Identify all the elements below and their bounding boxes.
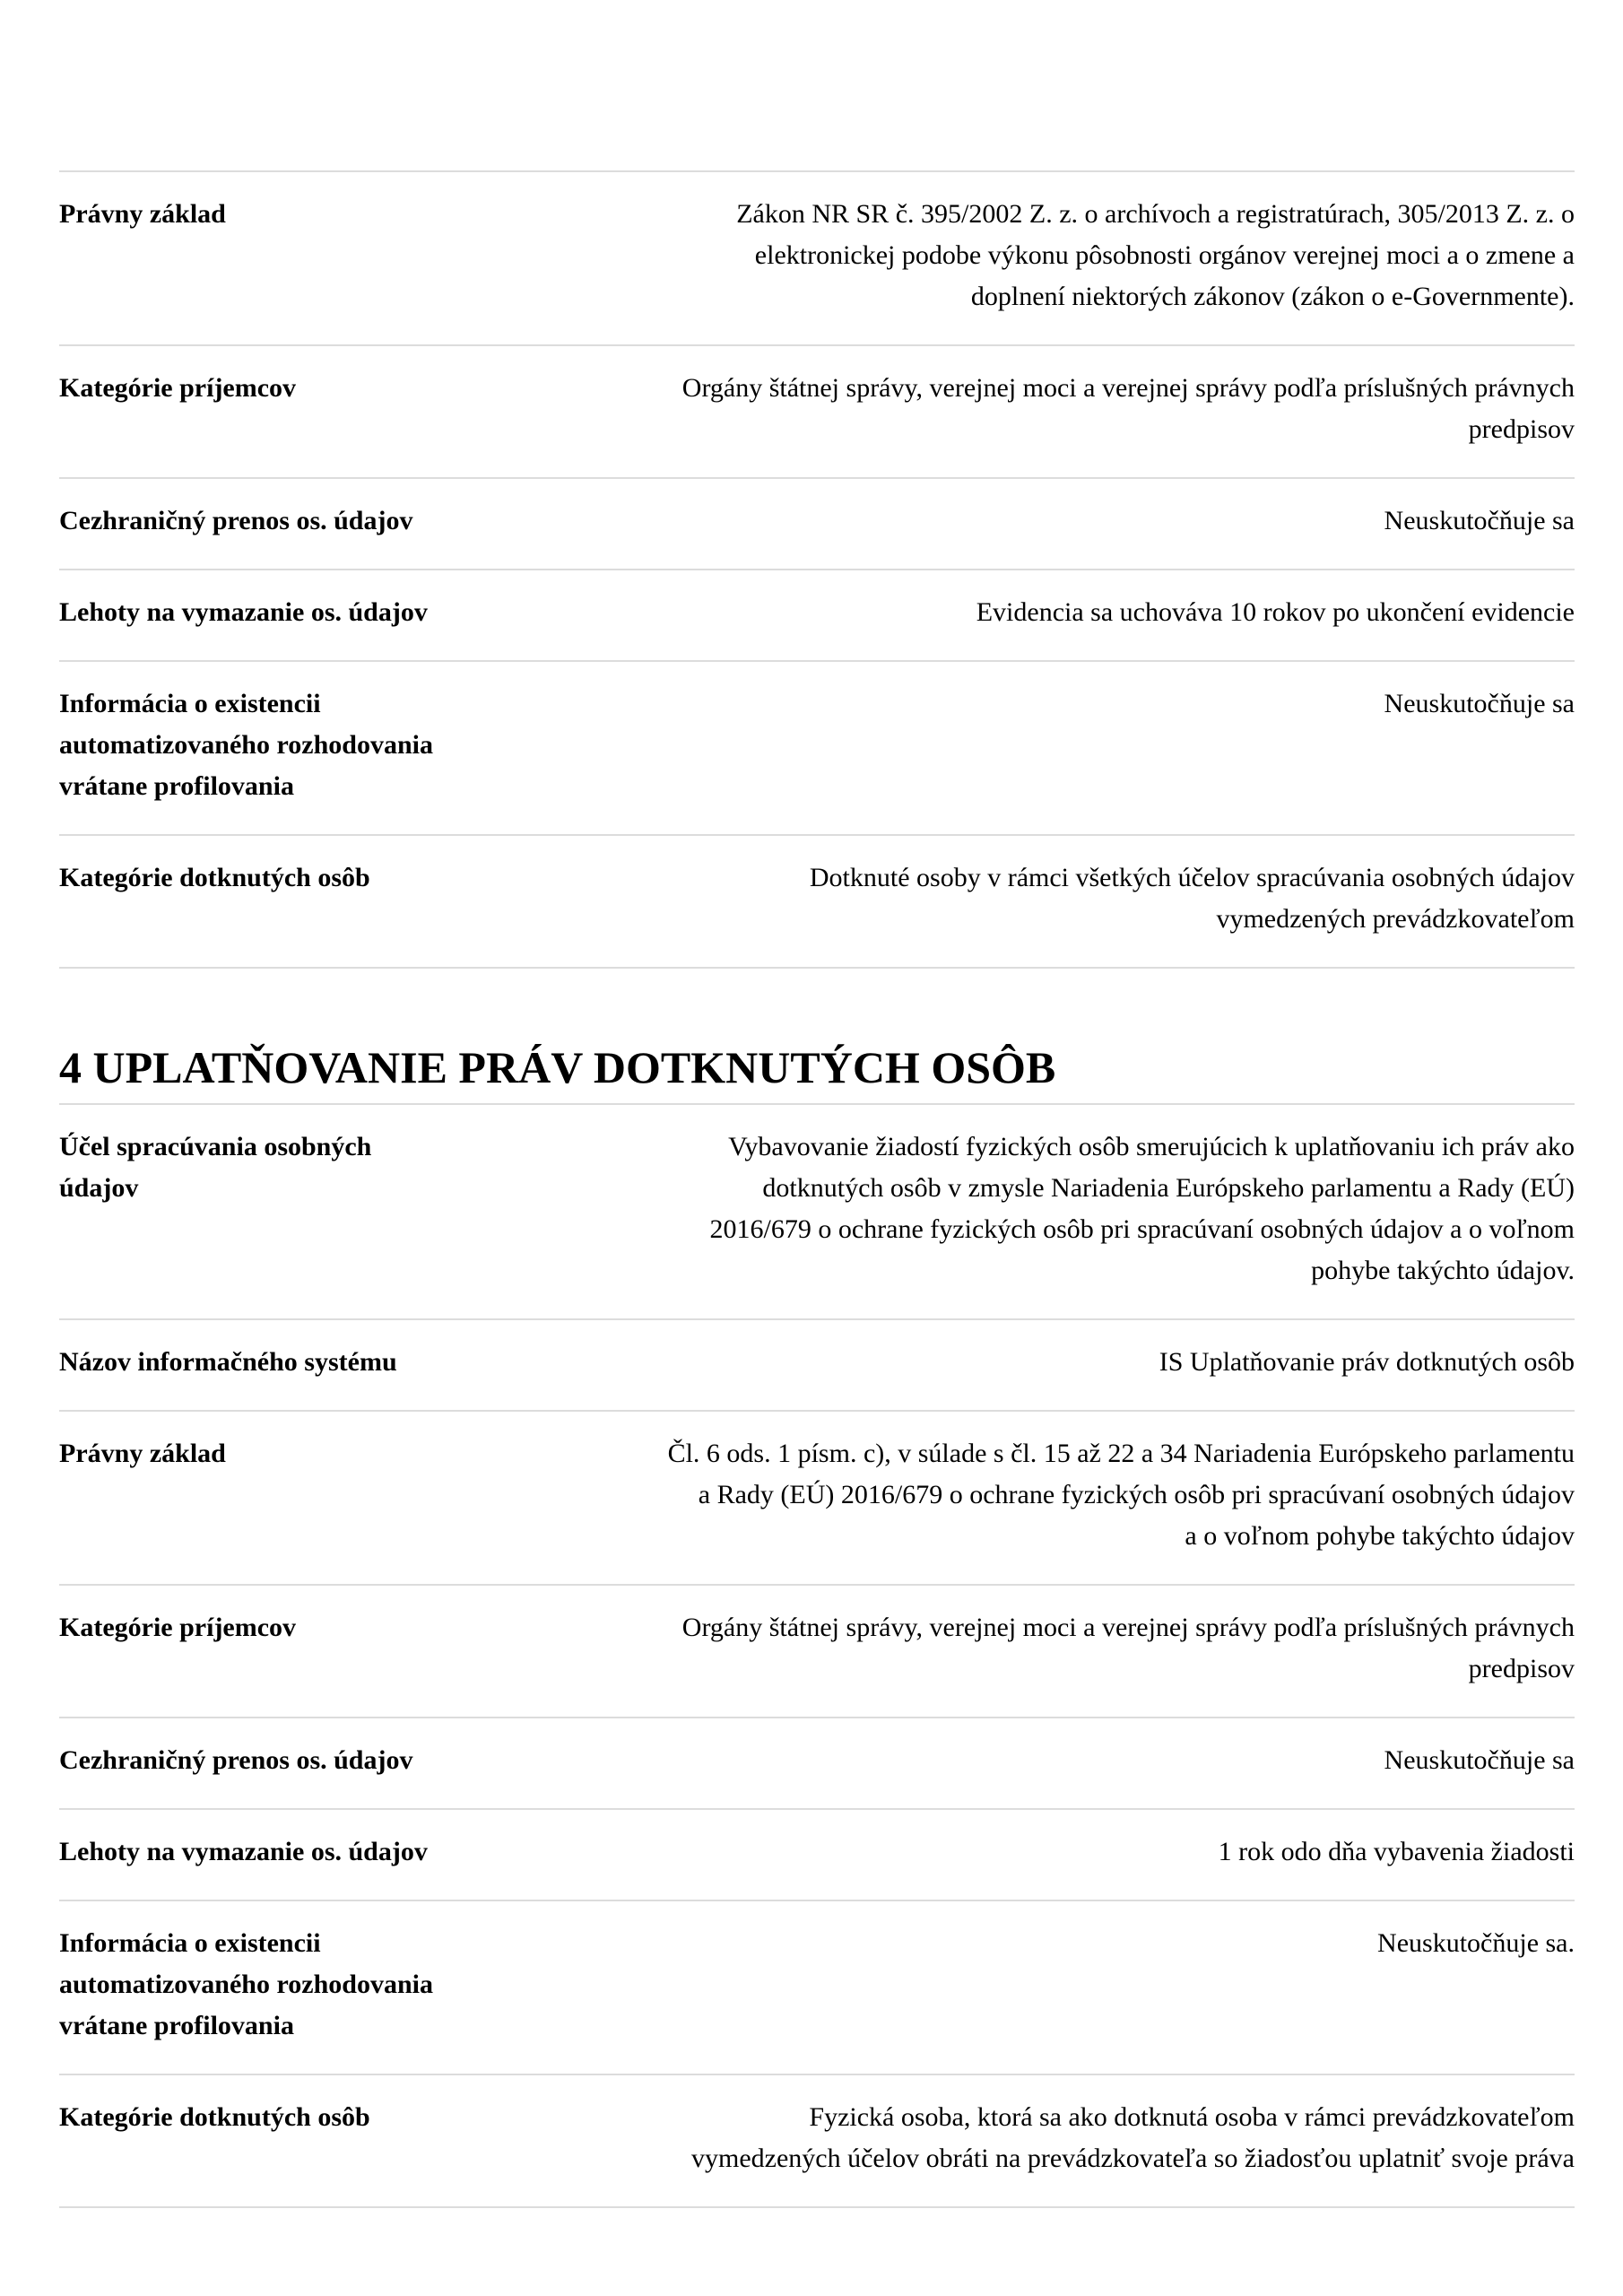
value-line: vymedzených prevádzkovateľom — [1216, 904, 1575, 934]
row-label — [59, 1126, 508, 1209]
value-line: 1 rok odo dňa vybavenia žiadosti — [1218, 1837, 1575, 1866]
value-line: a Rady (EÚ) 2016/679 o ochrane fyzických osôb pri spracúvaní osobných údajov — [698, 1480, 1575, 1509]
row-value — [543, 1433, 1575, 1557]
table-row-cezhranicny-prenos — [59, 477, 1575, 569]
row-label: Právny základ — [59, 199, 226, 229]
row-label: Kategórie dotknutých osôb — [59, 863, 370, 892]
value-line: predpisov — [1468, 414, 1575, 444]
row-value — [543, 683, 1575, 725]
label-line: automatizovaného rozhodovania — [59, 730, 433, 760]
row-label: Kategórie dotknutých osôb — [59, 2102, 370, 2132]
table-row-nazov-is — [59, 1318, 1575, 1410]
table-row-kategorie-dotknutych-osob — [59, 2074, 1575, 2208]
table-row-cezhranicny-prenos — [59, 1717, 1575, 1808]
row-value — [543, 1607, 1575, 1690]
row-label: Názov informačného systému — [59, 1347, 397, 1377]
value-line: Zákon NR SR č. 395/2002 Z. z. o archívoch a registratúrach, 305/2013 Z. z. o — [736, 199, 1575, 229]
label-line: Informácia o existencii — [59, 689, 321, 718]
value-line: Vybavovanie žiadostí fyzických osôb smerujúcich k uplatňovaniu ich práv ako — [728, 1132, 1575, 1161]
row-value — [543, 1831, 1575, 1873]
label-line: vrátane profilovania — [59, 771, 294, 801]
table-row-kategorie-prijemcov — [59, 1584, 1575, 1717]
value-line: dotknutých osôb v zmysle Nariadenia Európskeho parlamentu a Rady (EÚ) — [762, 1173, 1575, 1203]
table-row-lehoty-vymazania — [59, 1808, 1575, 1900]
row-value — [543, 1923, 1575, 1964]
row-label: Cezhraničný prenos os. údajov — [59, 506, 413, 535]
table-row-kategorie-prijemcov — [59, 344, 1575, 477]
row-label: Cezhraničný prenos os. údajov — [59, 1745, 413, 1775]
value-line: Neuskutočňuje sa — [1384, 506, 1575, 535]
row-label: Lehoty na vymazanie os. údajov — [59, 1837, 428, 1866]
value-line: Čl. 6 ods. 1 písm. c), v súlade s čl. 15 až 22 a 34 Nariadenia Európskeho parlamentu — [667, 1439, 1575, 1468]
row-value — [543, 857, 1575, 940]
row-value — [543, 592, 1575, 633]
row-value — [543, 368, 1575, 450]
value-line: pohybe takýchto údajov. — [1311, 1256, 1575, 1285]
row-label — [59, 683, 508, 807]
value-line: predpisov — [1468, 1654, 1575, 1683]
row-label: Kategórie príjemcov — [59, 373, 297, 403]
table-row-ucel-spracuvania — [59, 1103, 1575, 1318]
value-line: vymedzených účelov obráti na prevádzkovateľa so žiadosťou uplatniť svoje práva — [691, 2144, 1575, 2173]
section1-table — [59, 170, 1575, 969]
value-line: Neuskutočňuje sa — [1384, 689, 1575, 718]
section-heading: 4 UPLATŇOVANIE PRÁV DOTKNUTÝCH OSÔB — [59, 1042, 1056, 1092]
row-label: Lehoty na vymazanie os. údajov — [59, 597, 428, 627]
row-value — [543, 500, 1575, 542]
value-line: Evidencia sa uchováva 10 rokov po ukončení evidencie — [976, 597, 1575, 627]
row-value — [543, 1740, 1575, 1781]
value-line: doplnení niektorých zákonov (zákon o e-Governmente). — [970, 282, 1575, 311]
document-page — [59, 170, 1575, 2208]
label-line: Informácia o existencii — [59, 1928, 321, 1958]
label-line: automatizovaného rozhodovania — [59, 1970, 433, 1999]
value-line: 2016/679 o ochrane fyzických osôb pri spracúvaní osobných údajov a o voľnom — [709, 1214, 1575, 1244]
value-line: Dotknuté osoby v rámci všetkých účelov spracúvania osobných údajov — [809, 863, 1575, 892]
table-row-automatizovane-rozhodovanie — [59, 1900, 1575, 2074]
value-line: Fyzická osoba, ktorá sa ako dotknutá osoba v rámci prevádzkovateľom — [809, 2102, 1575, 2132]
table-row-pravny-zaklad — [59, 170, 1575, 344]
value-line: Orgány štátnej správy, verejnej moci a verejnej správy podľa príslušných právnych — [681, 373, 1575, 403]
value-line: a o voľnom pohybe takýchto údajov — [1185, 1521, 1575, 1551]
label-line: Účel spracúvania osobných — [59, 1132, 372, 1161]
table-row-lehoty-vymazania — [59, 569, 1575, 660]
row-value — [543, 1342, 1575, 1383]
label-line: vrátane profilovania — [59, 2011, 294, 2040]
row-value — [543, 194, 1575, 317]
row-label: Právny základ — [59, 1439, 226, 1468]
row-value — [543, 2097, 1575, 2179]
section2-table — [59, 1103, 1575, 2208]
value-line: Orgány štátnej správy, verejnej moci a verejnej správy podľa príslušných právnych — [681, 1613, 1575, 1642]
table-row-kategorie-dotknutych-osob — [59, 834, 1575, 969]
table-row-pravny-zaklad — [59, 1410, 1575, 1584]
value-line: Neuskutočňuje sa. — [1377, 1928, 1575, 1958]
value-line: elektronickej podobe výkonu pôsobnosti orgánov verejnej moci a o zmene a — [754, 240, 1575, 270]
value-line: Neuskutočňuje sa — [1384, 1745, 1575, 1775]
row-label — [59, 1923, 508, 2047]
table-row-automatizovane-rozhodovanie — [59, 660, 1575, 834]
row-value — [543, 1126, 1575, 1292]
row-label: Kategórie príjemcov — [59, 1613, 297, 1642]
label-line: údajov — [59, 1173, 139, 1203]
value-line: IS Uplatňovanie práv dotknutých osôb — [1159, 1347, 1575, 1377]
